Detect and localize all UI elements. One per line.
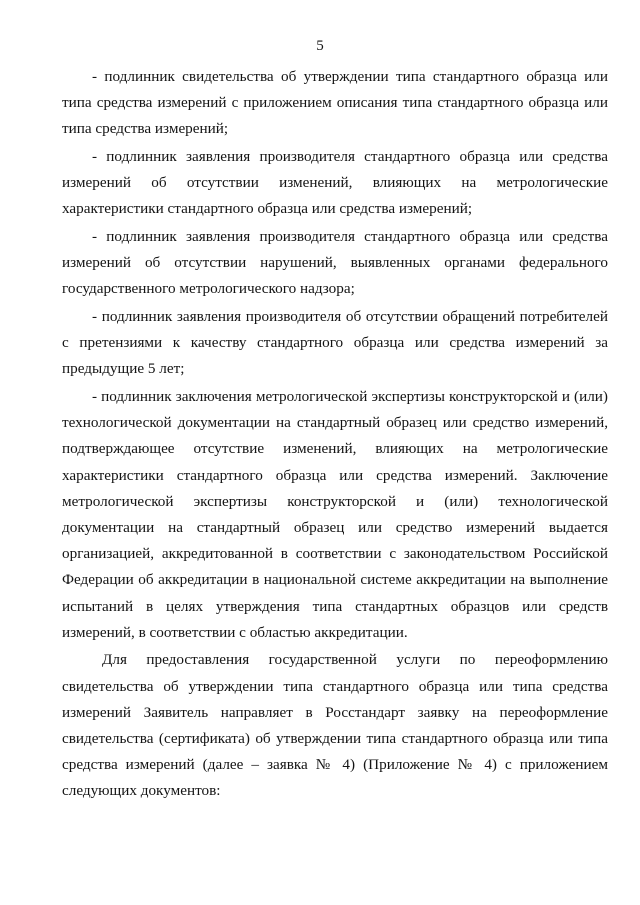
document-list-item: - подлинник заявления производителя об отсутствии обращений потребителей с претензиями к качеству стандартного образца или средства измерений за предыдущие 5 лет; — [62, 308, 608, 378]
document-paragraph: Для предоставления государственной услуги по переоформлению свидетельства об утверждении типа стандартного образца или типа средства измерений Заявитель направляет в Росстандарт заявку на переоформление свидетельства (сертификата) об утверждении типа стандартного образца или типа средства измерений (далее – заявка № 4) (Приложение № 4) с приложением следующих документов: — [62, 651, 608, 800]
document-list-item: - подлинник заявления производителя стандартного образца или средства измерений об отсутствии нарушений, выявленных органами федерального государственного метрологического надзора; — [62, 228, 608, 298]
page-number: 5 — [316, 38, 324, 54]
document-list-item: - подлинник заявления производителя стандартного образца или средства измерений об отсутствии изменений, влияющих на метрологические характеристики стандартного образца или средства измерений; — [62, 148, 608, 218]
document-list-item: - подлинник свидетельства об утверждении типа стандартного образца или типа средства измерений с приложением описания типа стандартного образца или типа средства измерений; — [62, 68, 608, 138]
document-list-item: - подлинник заключения метрологической экспертизы конструкторской и (или) технологической документации на стандартный образец или средство измерений, подтверждающее отсутствие изменений, влияющих на метрологические характеристики стандартного образца или средства измерений. Заключение метрологической экспертизы конструкторской и (или) технологической документации на стандартный образец или средство измерений выдается организацией, аккредитованной в соответствии с законодательством Российской Федерации об аккредитации в национальной системе аккредитации на выполнение испытаний в целях утверждения типа стандартных образцов или средств измерений, в соответствии с областью аккредитации. — [62, 388, 608, 641]
document-body — [62, 64, 608, 806]
